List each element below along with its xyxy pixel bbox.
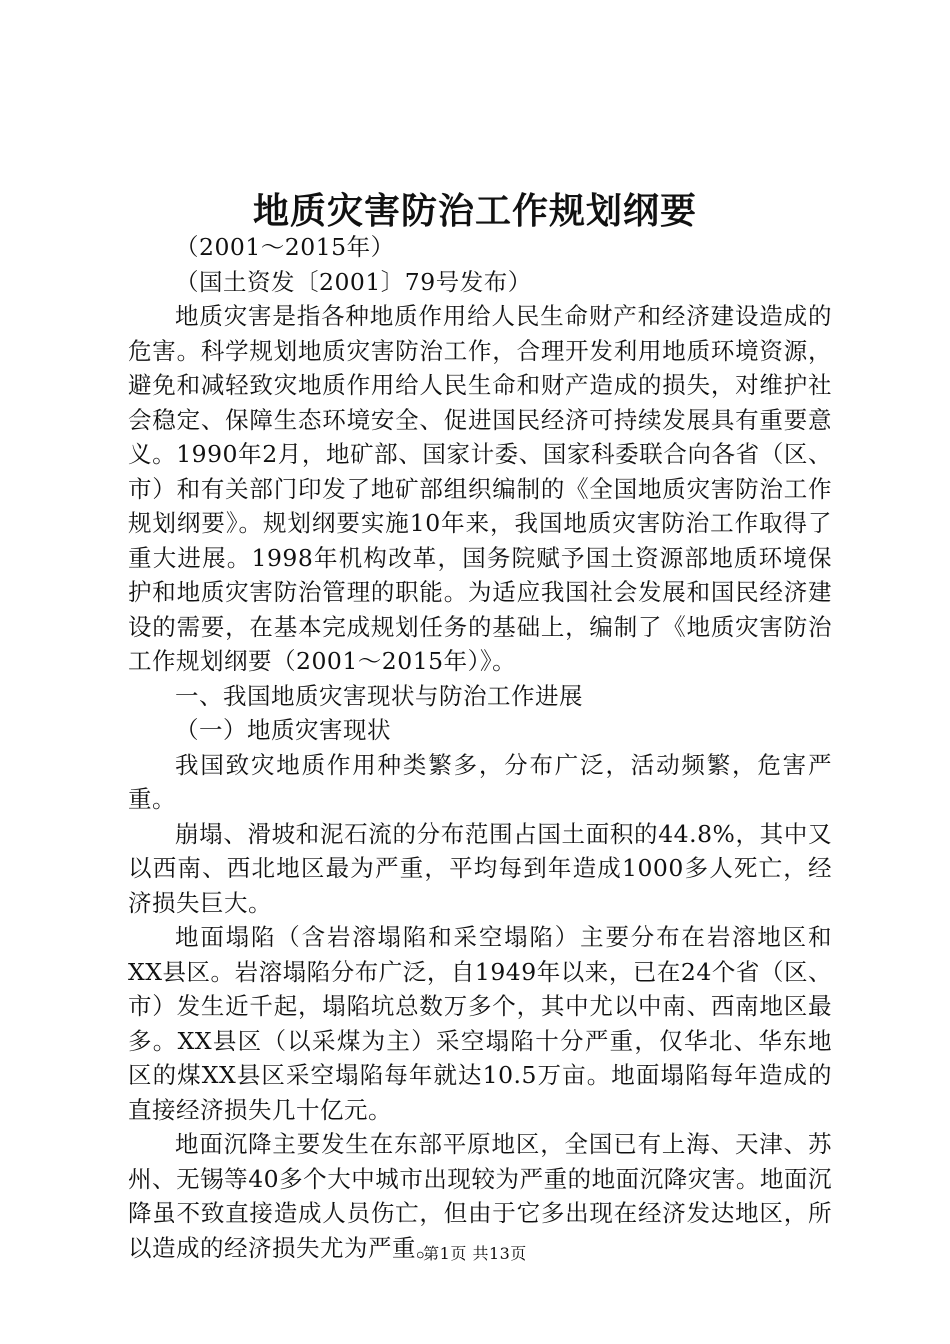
section-heading: 一、我国地质灾害现状与防治工作进展 (175, 681, 583, 710)
publication-note: （国土资发〔2001〕79号发布） (175, 267, 532, 296)
paragraph: 地面塌陷（含岩溶塌陷和采空塌陷）主要分布在岩溶地区和XX县区。岩溶塌陷分布广泛，自1949年以来，已在24个省（区、市）发生近千起，塌陷坑总数万多个，其中尤以中南、西南地区最多。XX县区（以采煤为主）采空塌陷十分严重，仅华北、华东地区的煤XX县区采空塌陷每年就达10.5万亩。地面塌陷每年造成的直接经济损失几十亿元。 (128, 923, 832, 1124)
paragraph: 地面沉降主要发生在东部平原地区，全国已有上海、天津、苏州、无锡等40多个大中城市出现较为严重的地面沉降灾害。地面沉降虽不致直接造成人员伤亡，但由于它多出现在经济发达地区，所以造成的经济损失尤为严重。 (128, 1130, 832, 1262)
date-range-line: （2001～2015年） (175, 233, 395, 261)
document-body (128, 230, 832, 1265)
subsection-heading: （一）地质灾害现状 (175, 716, 391, 744)
paragraph: 崩塌、滑坡和泥石流的分布范围占国土面积的44.8%，其中又以西南、西北地区最为严重，平均每到年造成1000多人死亡，经济损失巨大。 (128, 819, 832, 917)
page-footer: 第1页 共13页 (423, 1244, 527, 1263)
document-title: 地质灾害防治工作规划纲要 (252, 190, 697, 232)
paragraph: 我国致灾地质作用种类繁多，分布广泛，活动频繁，危害严重。 (128, 750, 832, 813)
intro-paragraph: 地质灾害是指各种地质作用给人民生命财产和经济建设造成的危害。科学规划地质灾害防治工作，合理开发利用地质环境资源，避免和减轻致灾地质作用给人民生命和财产造成的损失，对维护社会稳定、保障生态环境安全、促进国民经济可持续发展具有重要意义。1990年2月，地矿部、国家计委、国家科委联合向各省（区、市）和有关部门印发了地矿部组织编制的《全国地质灾害防治工作规划纲要》。规划纲要实施10年来，我国地质灾害防治工作取得了重大进展。1998年机构改革，国务院赋予国土资源部地质环境保护和地质灾害防治管理的职能。为适应我国社会发展和国民经济建设的需要，在基本完成规划任务的基础上，编制了《地质灾害防治工作规划纲要（2001～2015年）》。 (128, 302, 832, 675)
